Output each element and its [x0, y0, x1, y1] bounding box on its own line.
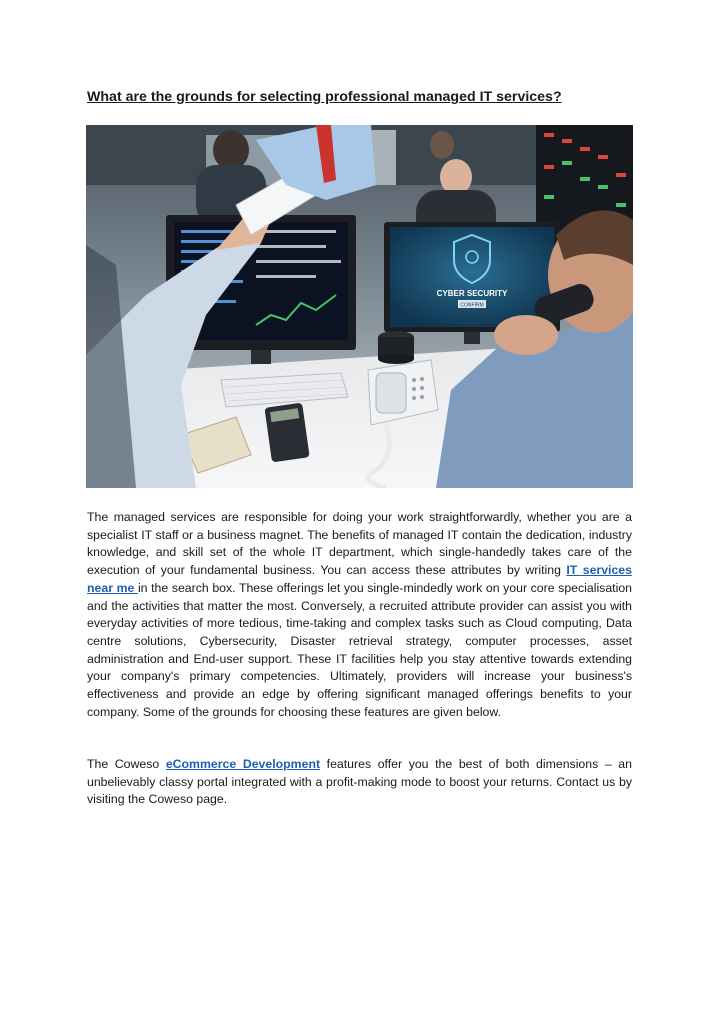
closing-paragraph: [87, 756, 632, 809]
it-services-near-me-link[interactable]: IT services near me: [87, 563, 632, 595]
paragraph2-text-before: The Coweso: [87, 757, 166, 771]
page-title: What are the grounds for selecting professional managed IT services?: [87, 89, 562, 105]
intro-paragraph: [87, 509, 632, 721]
screen-title: CYBER SECURITY: [436, 289, 508, 298]
paragraph2-text-after: features offer you the best of both dimensions – an unbelievably classy portal integrated with a profit-making mode to boost your returns. Contact us by visiting the Coweso page.: [87, 757, 632, 807]
ecommerce-development-link[interactable]: eCommerce Development: [165, 757, 321, 771]
paragraph1-text-before: The managed services are responsible for doing your work straightforwardly, whether you are a specialist IT staff or a business magnet. The benefits of managed IT contain the dedication, industry knowledge, and skill set of the whole IT department, which single-handedly takes care of the execution of your fundamental business. You can access these attributes by writing: [87, 510, 632, 578]
paragraph1-text-after: in the search box. These offerings let you single-mindedly work on your core specialisation and the activities that matter the most. Conversely, a recruited attribute provider can assist you with everyday activities of more tedious, time-taking and complex tasks such as Cloud computing, Data centre solutions, Cybersecurity, Disaster retrieval strategy, computer processes, asset administration and End-user support. These IT facilities help you stay attentive towards extending your company's primary competencies. Ultimately, providers will increase your business's effectiveness and provide an edge by offering significant managed offerings benefits to your company. Some of the grounds for choosing these features are given below.: [87, 580, 632, 719]
office-photo: [86, 125, 633, 488]
screen-badge: CONFIRM: [460, 302, 484, 309]
